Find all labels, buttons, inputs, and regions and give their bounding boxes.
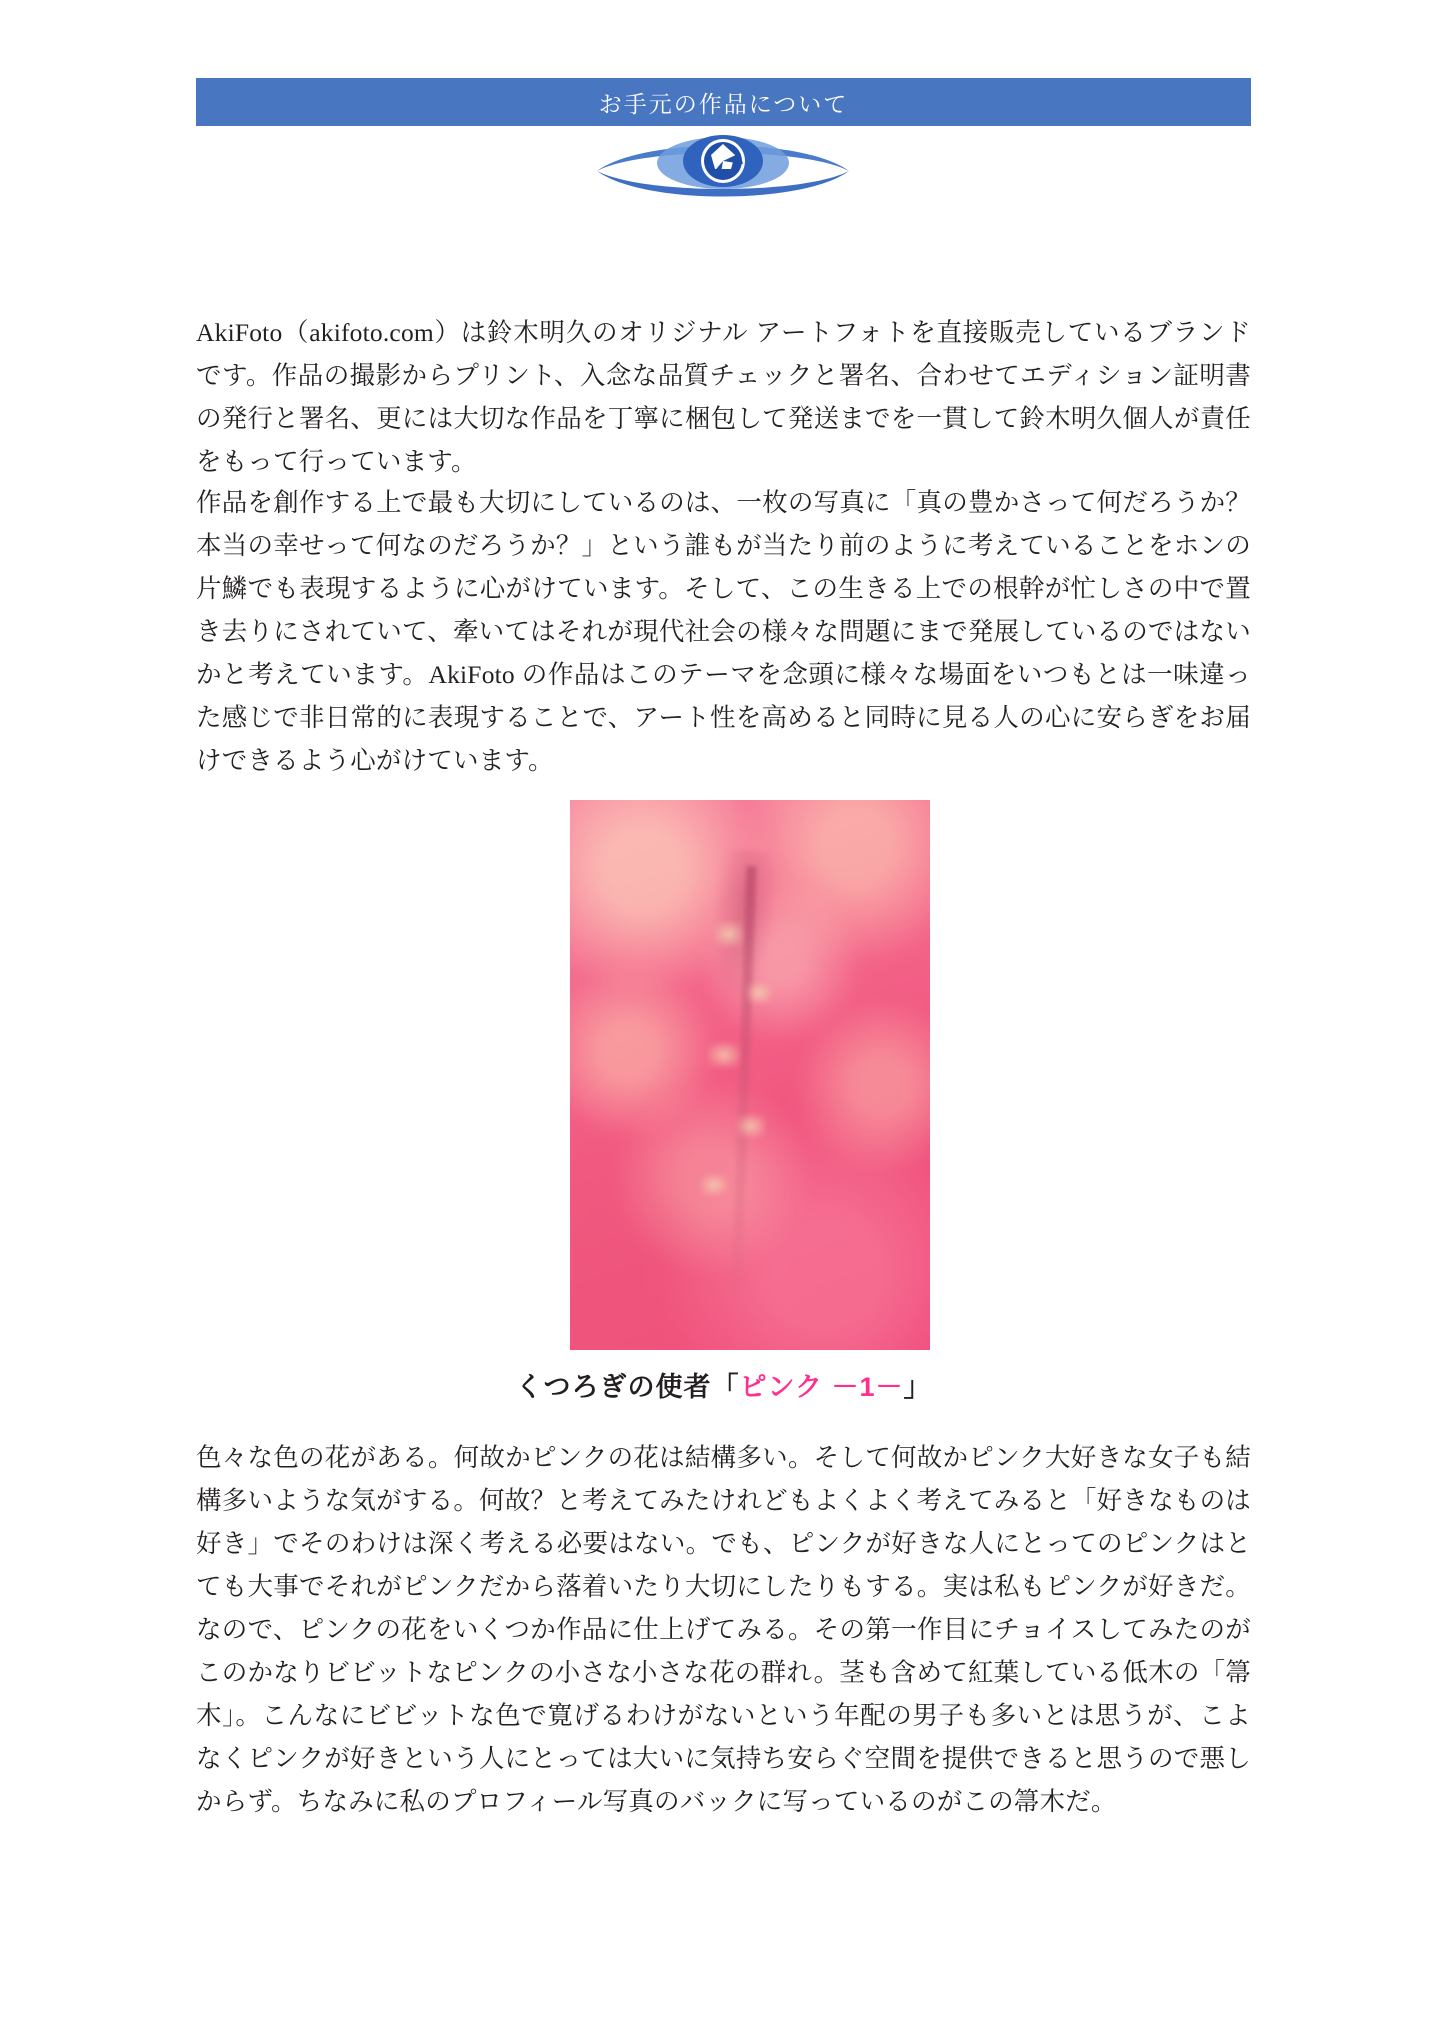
page-title: お手元の作品について <box>598 91 849 117</box>
caption-suffix: 」 <box>903 1372 932 1402</box>
eye-aperture-icon <box>593 131 853 205</box>
brand-logo <box>0 130 1445 205</box>
photo-floret <box>736 1114 766 1138</box>
caption-highlight: ピンク －1－ <box>739 1372 904 1402</box>
description-paragraph: 色々な色の花がある。何故かピンクの花は結構多い。そして何故かピンク大好きな女子も結構多いような気がする。何故？と考えてみたけれどもよくよく考えてみると「好きなものは好き」でそのわけは深く考える必要はない。でも、ピンクが好きな人にとってのピンクはとても大事でそれがピンクだから落着いたり大切にしたりもする。実は私もピンクが好きだ。なので、ピンクの花をいくつか作品に仕上げてみる。その第一作目にチョイスしてみたのがこのかなりビビットなピンクの小さな小さな花の群れ。茎も含めて紅葉している低木の「箒木」。こんなにビビットな色で寛げるわけがないという年配の男子も多いとは思うが、こよなくピンクが好きという人にとっては大いに気持ち安らぐ空間を提供できると思うので悪しからず。ちなみに私のプロフィール写真のバックに写っているのがこの箒木だ。 <box>196 1442 1251 1816</box>
photo-floret <box>707 1042 741 1068</box>
page-title-bar <box>196 78 1251 126</box>
artwork-caption <box>196 1365 1251 1404</box>
photo-floret <box>700 1174 728 1196</box>
caption-prefix: くつろぎの使者「 <box>515 1372 740 1402</box>
intro-paragraph: AkiFoto（akifoto.com）は鈴木明久のオリジナル アートフォトを直接販売しているブランドです。作品の撮影からプリント、入念な品質チェックと署名、合わせてエディション証明書の発行と署名、更には大切な作品を丁寧に梱包して発送までを一貫して鈴木明久個人が責任をもって行っています。 <box>196 317 1251 476</box>
photo-floret <box>746 982 772 1004</box>
artwork-photo <box>570 800 930 1350</box>
photo-floret <box>714 921 744 947</box>
philosophy-paragraph: 作品を創作する上で最も大切にしているのは、一枚の写真に「真の豊かさって何だろうか？本当の幸せって何なのだろうか？」という誰もが当たり前のように考えていることをホンの片鱗でも表現するように心がけています。そして、この生きる上での根幹が忙しさの中で置き去りにされていて、牽いてはそれが現代社会の様々な問題にまで発展しているのではないかと考えています。AkiFoto の作品はこのテーマを念頭に様々な場面をいつもとは一味違った感じで非日常的に表現することで、アート性を高めると同時に見る人の心に安らぎをお届けできるよう心がけています。 <box>196 487 1251 775</box>
